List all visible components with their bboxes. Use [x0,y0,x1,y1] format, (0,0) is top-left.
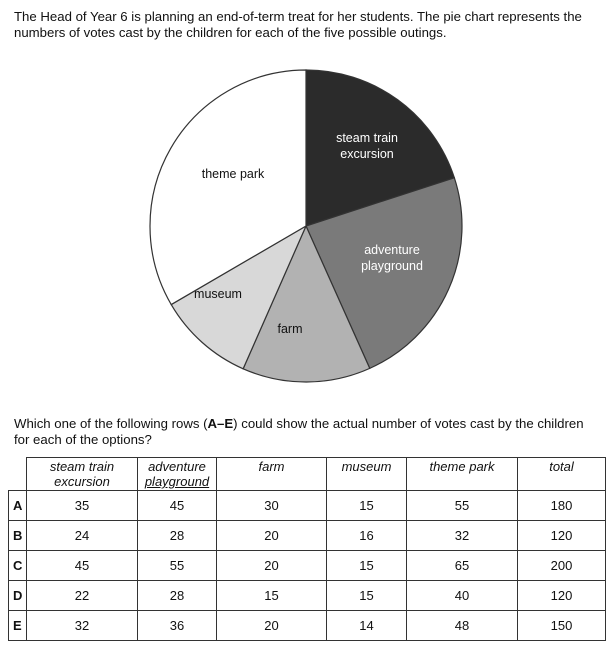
header-adventure-playground: adventure playground [138,458,217,491]
table-cell: 32 [27,611,138,641]
pie-slice-label: steam train excursion [336,131,398,161]
header-farm: farm [217,458,327,491]
pie-slice-label: farm [277,322,303,336]
row-label: D [9,581,27,611]
table-cell: 20 [217,521,327,551]
pie-slice-label: theme park [201,167,265,181]
header-theme-park: theme park [407,458,518,491]
table-cell: 20 [217,611,327,641]
table-cell: 48 [407,611,518,641]
question-after: ) could show the actual number of votes cast by the children [233,416,584,431]
table-cell: 45 [27,551,138,581]
table-cell: 120 [518,581,606,611]
table-cell: 20 [217,551,327,581]
header-steam-train: steam train excursion [27,458,138,491]
row-label: B [9,521,27,551]
table-header-row [9,458,606,491]
question-text [14,416,604,448]
row-label: C [9,551,27,581]
table-row [9,581,606,611]
table-corner-cell [9,458,27,491]
table-cell: 180 [518,491,606,521]
table-cell: 120 [518,521,606,551]
pie-slice-label: adventure playground [361,243,423,273]
table-cell: 36 [138,611,217,641]
question-before: Which one of the following rows ( [14,416,208,431]
table-cell: 40 [407,581,518,611]
row-label: A [9,491,27,521]
intro-line-2: numbers of votes cast by the children for each of the five possible outings. [14,25,447,40]
table-cell: 65 [407,551,518,581]
table-cell: 24 [27,521,138,551]
table-row [9,611,606,641]
table-cell: 14 [327,611,407,641]
table-cell: 55 [138,551,217,581]
table-row [9,521,606,551]
table-row [9,491,606,521]
table-cell: 15 [217,581,327,611]
table-cell: 32 [407,521,518,551]
table-row [9,551,606,581]
table-cell: 15 [327,551,407,581]
table-cell: 16 [327,521,407,551]
question-line-2: for each of the options? [14,432,152,447]
table-cell: 15 [327,491,407,521]
options-table [8,457,606,641]
table-cell: 35 [27,491,138,521]
header-museum: museum [327,458,407,491]
table-cell: 150 [518,611,606,641]
question-options-range: A–E [207,416,234,431]
header-total: total [518,458,606,491]
row-label: E [9,611,27,641]
table-cell: 22 [27,581,138,611]
pie-slice-label: museum [194,287,242,301]
table-cell: 200 [518,551,606,581]
question-line-1 [14,416,604,432]
table-cell: 28 [138,581,217,611]
table-cell: 15 [327,581,407,611]
intro-line-1: The Head of Year 6 is planning an end-of-term treat for her students. The pie chart represents the [14,9,582,24]
table-cell: 28 [138,521,217,551]
table-cell: 55 [407,491,518,521]
table-cell: 30 [217,491,327,521]
table-cell: 45 [138,491,217,521]
